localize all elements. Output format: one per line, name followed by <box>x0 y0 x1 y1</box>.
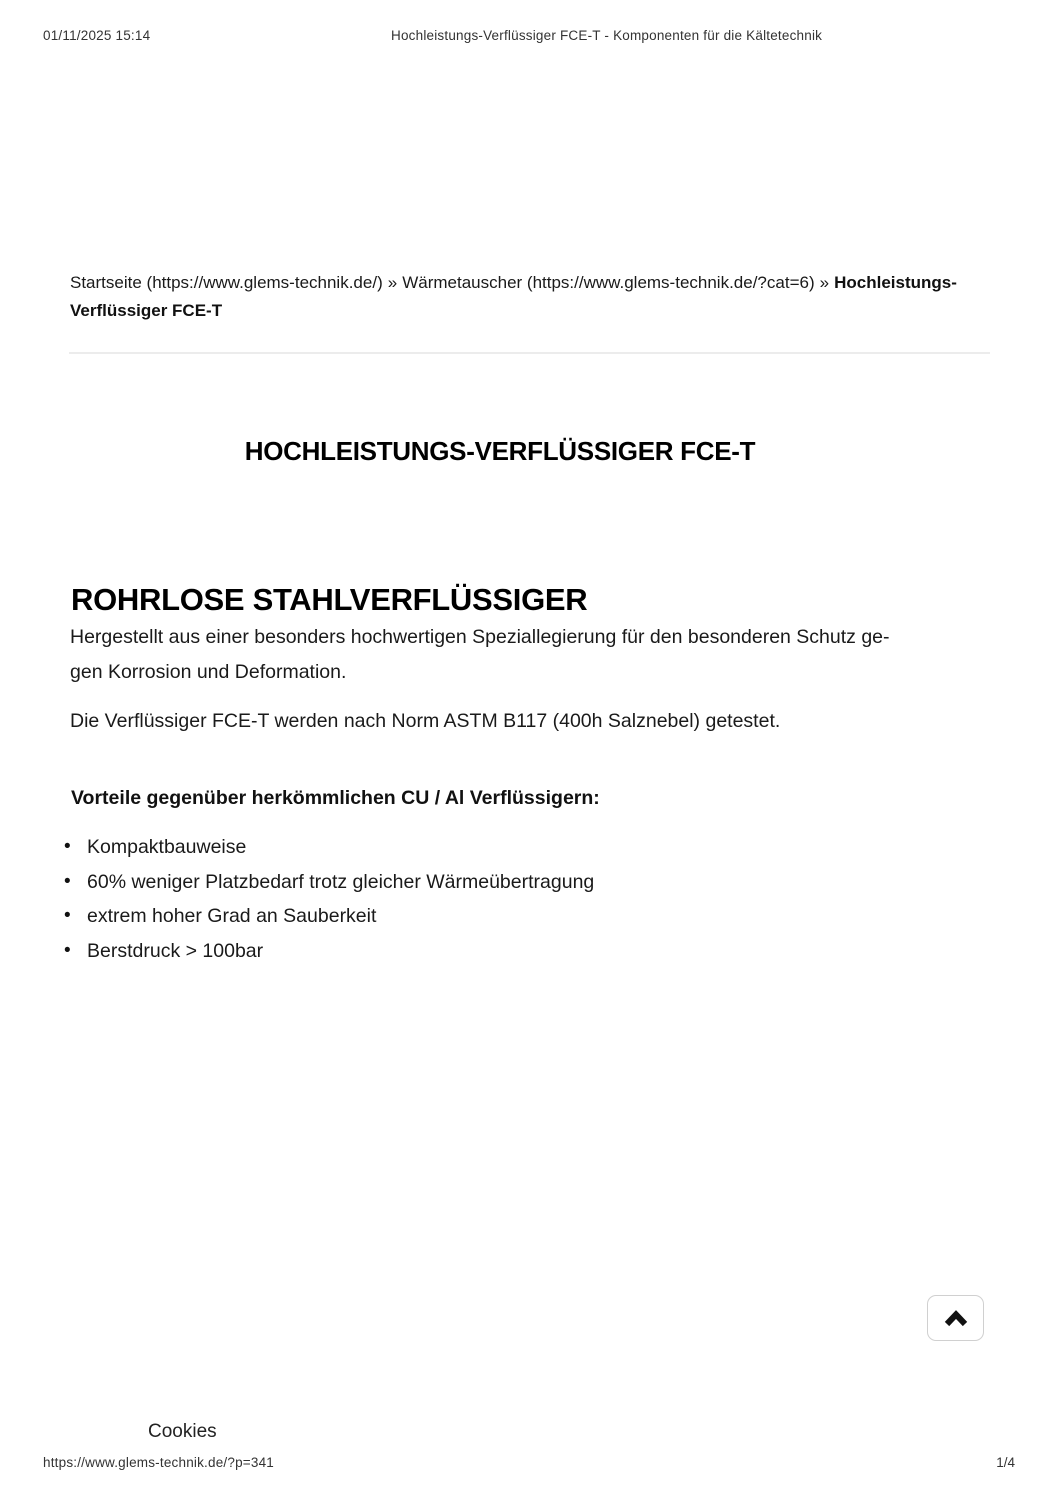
breadcrumb-link-waermetauscher[interactable]: Wärmetauscher (https://www.glems-technik.de/?cat=6) <box>402 273 815 292</box>
benefits-list <box>62 830 962 968</box>
breadcrumb-link-startseite[interactable]: Startseite (https://www.glems-technik.de/) <box>70 273 383 292</box>
breadcrumb-separator: » <box>387 273 398 292</box>
intro-paragraph-line2: gen Korrosion und Deformation. <box>70 660 347 683</box>
list-item: • Kompaktbauweise <box>62 830 962 865</box>
cookies-link[interactable]: Cookies <box>148 1421 217 1442</box>
intro-paragraph <box>70 620 995 690</box>
print-header-title: Hochleistungs-Verflüssiger FCE-T - Komponenten für die Kältetechnik <box>391 28 823 43</box>
list-item: • extrem hoher Grad an Sauberkeit <box>62 899 962 934</box>
breadcrumb-current: Hochleistungs- Verflüssiger FCE-T <box>70 273 957 320</box>
print-header-date: 01/11/2025 15:14 <box>43 28 151 43</box>
print-footer-url: https://www.glems-technik.de/?p=341 <box>43 1455 274 1470</box>
list-item: • 60% weniger Platzbedarf trotz gleicher Wärmeübertragung <box>62 865 962 900</box>
print-footer-page-indicator: 1/4 <box>996 1455 1015 1470</box>
page-title: HOCHLEISTUNGS-VERFLÜSSIGER FCE-T <box>244 436 756 467</box>
breadcrumb-separator: » <box>819 273 830 292</box>
intro-paragraph-line1: Hergestellt aus einer besonders hochwertigen Speziallegierung für den besonderen Schutz ge- <box>70 625 890 648</box>
chevron-up-icon <box>943 1309 969 1327</box>
section-title: ROHRLOSE STAHLVERFLÜSSIGER <box>71 581 588 617</box>
divider <box>69 352 990 354</box>
scroll-to-top-button[interactable] <box>927 1295 984 1341</box>
benefits-heading: Vorteile gegenüber herkömmlichen CU / Al Verflüssigern: <box>71 787 600 809</box>
test-norm-paragraph: Die Verflüssiger FCE-T werden nach Norm ASTM B117 (400h Salznebel) getestet. <box>70 709 781 732</box>
list-item: • Berstdruck > 100bar <box>62 934 962 969</box>
breadcrumb <box>70 269 990 325</box>
